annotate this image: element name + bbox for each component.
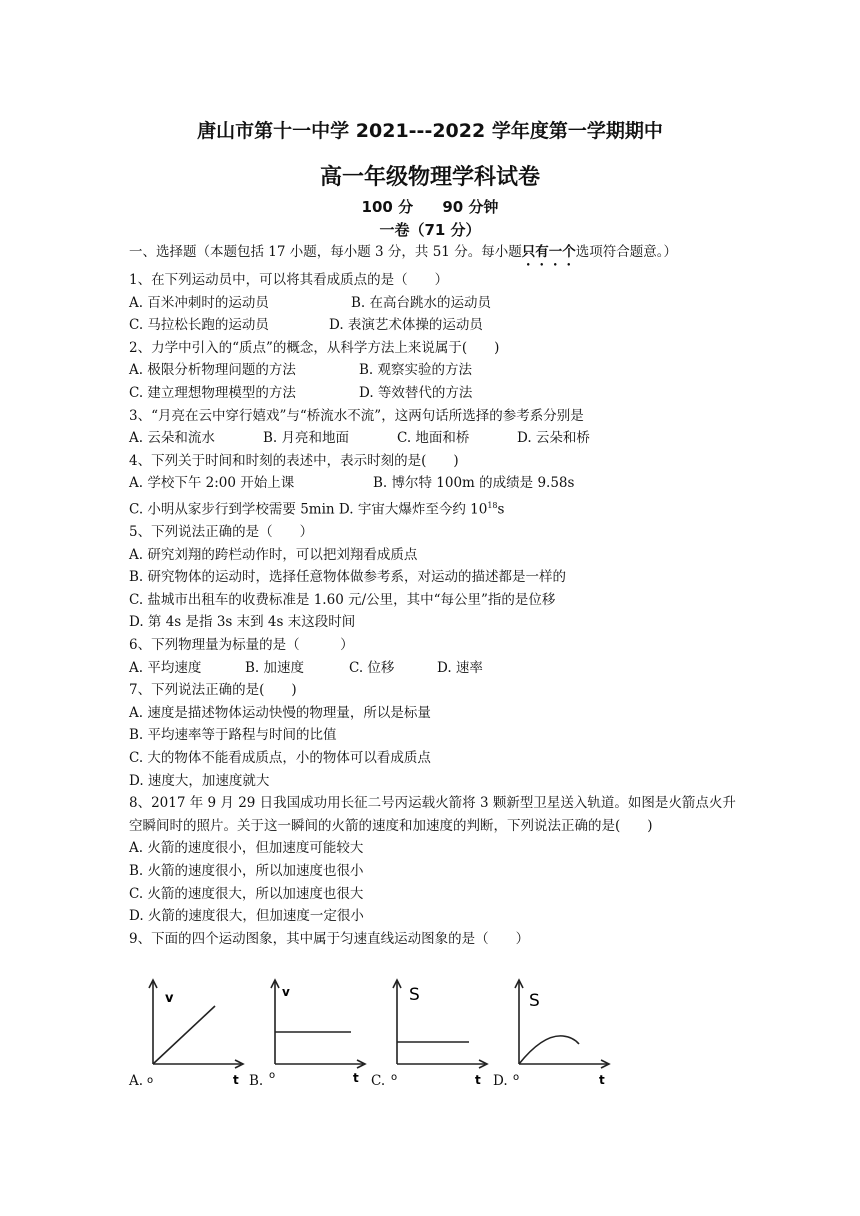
exam-duration: 90 分钟 [442, 198, 499, 216]
graph-a-x-label: t [233, 1073, 239, 1087]
graph-d-curve [519, 1036, 579, 1064]
question-2-options-row-2 [129, 382, 739, 405]
motion-graphs [129, 976, 619, 1091]
question-6-options [129, 657, 739, 680]
question-1-stem: 1、在下列运动员中，可以将其看成质点的是（ ） [129, 272, 449, 288]
option-7a: A. 速度是描述物体运动快慢的物理量，所以是标量 [129, 704, 431, 721]
option-3d: D. 云朵和桥 [517, 430, 590, 447]
option-2b: B. 观察实验的方法 [359, 362, 473, 379]
emphasis-only-one: 只有一个 [521, 244, 576, 260]
option-6b: B. 加速度 [245, 659, 305, 676]
graph-b-velocity-time [265, 976, 369, 1091]
graph-b-origin: o [269, 1070, 276, 1081]
option-7c: C. 大的物体不能看成质点，小的物体可以看成质点 [129, 749, 431, 766]
option-7b: B. 平均速率等于路程与时间的比值 [129, 727, 337, 744]
graph-c-option: C. [371, 1073, 386, 1089]
option-8c: C. 火箭的速度很大，所以加速度也很大 [129, 885, 364, 902]
option-2c: C. 建立理想物理模型的方法 [129, 384, 296, 401]
section-intro: 一、选择题（本题包括 17 小题，每小题 3 分，共 51 分。每小题只有一个选项符合题意。） [129, 244, 677, 260]
option-1c: C. 马拉松长跑的运动员 [129, 317, 269, 334]
option-1d: D. 表演艺术体操的运动员 [329, 317, 483, 334]
option-8b: B. 火箭的速度很小，所以加速度也很小 [129, 862, 364, 879]
graph-b-x-label: t [353, 1071, 359, 1085]
graph-a-origin: o [147, 1075, 154, 1086]
school-title: 唐山市第十一中学 2021---2022 学年度第一学期期中 [197, 120, 663, 142]
option-2a: A. 极限分析物理问题的方法 [129, 362, 296, 379]
graph-a-y-label: v [165, 991, 174, 1006]
option-4b: B. 博尔特 100m 的成绩是 9.58s [373, 475, 575, 492]
graph-a-option: A. [129, 1073, 144, 1089]
option-8d: D. 火箭的速度很大，但加速度一定很小 [129, 908, 364, 925]
question-list [129, 241, 739, 950]
graph-c-x-label: t [475, 1073, 481, 1087]
option-4a: A. 学校下午 2:00 开始上课 [129, 475, 295, 492]
option-7d: D. 速度大，加速度就大 [129, 772, 270, 789]
question-2-stem: 2、力学中引入的“质点”的概念，从科学方法上来说属于( ) [129, 339, 500, 356]
exam-title: 高一年级物理学科试卷 [319, 165, 540, 190]
option-3a: A. 云朵和流水 [129, 430, 215, 447]
option-8a: A. 火箭的速度很小，但加速度可能较大 [129, 840, 364, 857]
question-3-stem: 3、“月亮在云中穿行嬉戏”与“桥流水不流”，这两句话所选择的参考系分别是 [129, 407, 584, 424]
option-5c: C. 盐城市出租车的收费标准是 1.60 元/公里，其中“每公里”指的是位移 [129, 591, 556, 608]
graph-d-y-label: S [529, 991, 540, 1011]
question-4-options-row-2: C. 小明从家步行到学校需要 5min D. 宇宙大爆炸至今约 $10^{18}s$ [129, 500, 505, 518]
option-6d: D. 速率 [437, 659, 483, 676]
question-9-stem: 9、下面的四个运动图象，其中属于匀速直线运动图象的是（ ） [129, 930, 530, 947]
graph-a-curve [153, 1006, 215, 1064]
exponent: 18 [487, 500, 498, 510]
graph-d-displacement-time [509, 976, 613, 1091]
option-6c: C. 位移 [349, 659, 395, 676]
graph-b-option: B. [249, 1073, 264, 1089]
option-5b: B. 研究物体的运动时，选择任意物体做参考系，对运动的描述都是一样的 [129, 569, 567, 586]
question-8-stem: 8、2017 年 9 月 29 日我国成功用长征二号丙运载火箭将 3 颗新型卫星送入轨道。如图是火箭点火升空瞬间时的照片。关于这一瞬间的火箭的速度和加速度的判断，下列说法正确的是( ) [129, 795, 736, 834]
graph-d-x-label: t [599, 1073, 605, 1087]
option-5a: A. 研究刘翔的跨栏动作时，可以把刘翔看成质点 [129, 546, 418, 563]
graph-c-origin: o [391, 1072, 398, 1083]
option-5d: D. 第 4s 是指 3s 末到 4s 末这段时间 [129, 614, 356, 631]
question-1-options-row-2 [129, 314, 739, 337]
option-1b: B. 在高台跳水的运动员 [351, 294, 492, 311]
question-7-stem: 7、下列说法正确的是( ) [129, 682, 297, 699]
question-2-options-row-1 [129, 359, 739, 382]
total-score: 100 分 [361, 198, 414, 216]
graph-d-option: D. [493, 1073, 508, 1089]
question-1-options-row-1 [129, 292, 739, 315]
option-3b: B. 月亮和地面 [263, 430, 350, 447]
graph-d-origin: o [513, 1072, 520, 1083]
option-1a: A. 百米冲刺时的运动员 [129, 294, 269, 311]
volume-heading: 一卷（71 分） [379, 221, 481, 239]
question-3-options [129, 427, 739, 450]
score-time-line [0, 196, 860, 217]
graph-c-y-label: S [409, 985, 420, 1005]
option-6a: A. 平均速度 [129, 659, 202, 676]
question-6-stem: 6、下列物理量为标量的是（ ） [129, 637, 354, 653]
question-4-options-row-1 [129, 472, 739, 495]
option-3c: C. 地面和桥 [397, 430, 470, 447]
graph-b-y-label: v [282, 985, 290, 999]
graph-c-displacement-time [387, 976, 491, 1091]
question-4-stem: 4、下列关于时间和时刻的表述中，表示时刻的是( ) [129, 452, 459, 469]
option-2d: D. 等效替代的方法 [359, 384, 473, 401]
graph-a-velocity-time [143, 976, 247, 1091]
question-5-stem: 5、下列说法正确的是（ ） [129, 524, 314, 541]
